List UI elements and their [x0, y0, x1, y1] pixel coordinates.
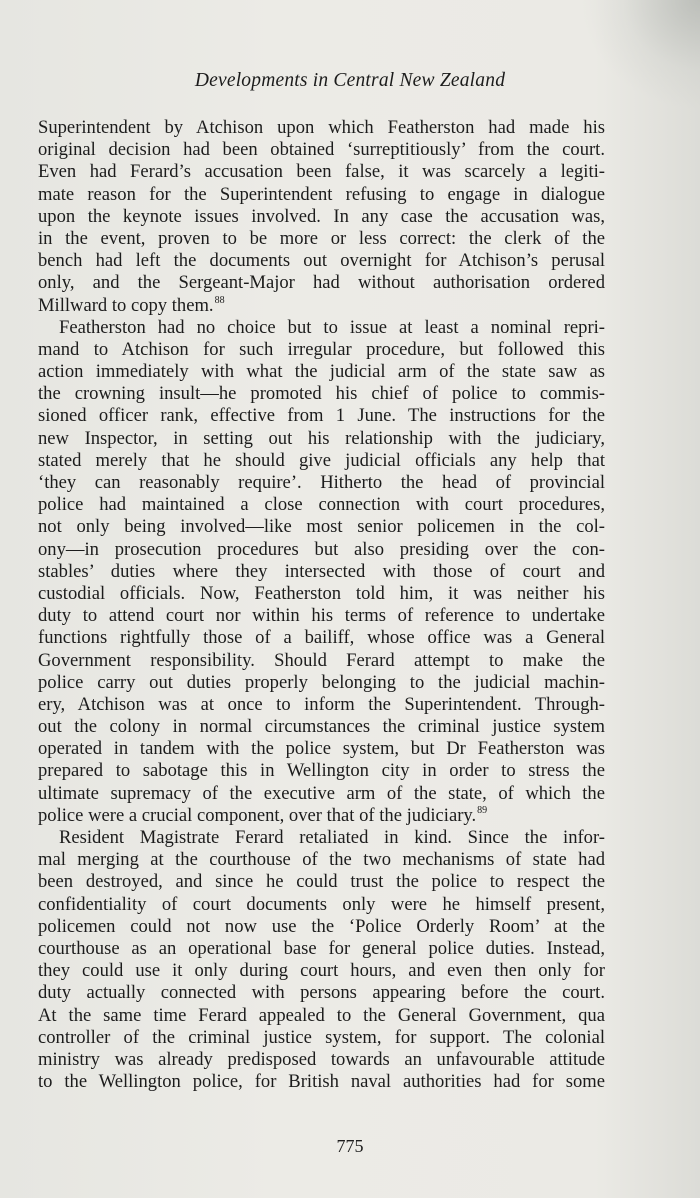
- paragraph-start-line: Resident Magistrate Ferard retaliated in kind. Since the infor-: [59, 827, 605, 848]
- text-line: been destroyed, and since he could trust the police to respect the: [38, 871, 605, 893]
- text-line: upon the keynote issues involved. In any case the accusation was,: [38, 205, 605, 227]
- text-line: duty to attend court nor within his terms of reference to undertake: [38, 605, 605, 627]
- text-line: police had maintained a close connection with court procedures,: [38, 494, 605, 516]
- text-line: they could use it only during court hours, and even then only for: [38, 960, 605, 982]
- footnote-marker-88[interactable]: 88: [214, 294, 225, 306]
- text-line: Superintendent by Atchison upon which Featherston had made his: [38, 117, 605, 138]
- running-head: Developments in Central New Zealand: [194, 70, 506, 91]
- paragraph-end-line: [38, 805, 605, 827]
- text-line: police carry out duties properly belonging to the judicial machin-: [38, 671, 605, 693]
- text-line: operated in tandem with the police system, but Dr Featherston was: [38, 738, 605, 760]
- text-line: mate reason for the Superintendent refusing to engage in dialogue: [38, 183, 605, 205]
- text-line: stated merely that he should give judicial officials any help that: [38, 449, 605, 471]
- text-line: mal merging at the courthouse of the two mechanisms of state had: [38, 849, 605, 871]
- text-line: new Inspector, in setting out his relationship with the judiciary,: [38, 427, 605, 449]
- text-line: ‘they can reasonably require’. Hitherto the head of provincial: [38, 472, 605, 493]
- text-line: ministry was already predisposed towards an unfavourable attitude: [38, 1048, 605, 1070]
- text-line: courthouse as an operational base for general police duties. Instead,: [38, 937, 605, 959]
- text-line: sioned officer rank, effective from 1 June. The instructions for the: [38, 405, 605, 427]
- text-line: ultimate supremacy of the executive arm of the state, of which the: [38, 782, 605, 804]
- text-line: in the event, proven to be more or less correct: the clerk of the: [38, 227, 605, 249]
- text-line: ery, Atchison was at once to inform the Superintendent. Through-: [38, 693, 605, 715]
- text-line: action immediately with what the judicial arm of the state saw as: [38, 361, 605, 383]
- text-line: confidentiality of court documents only were he himself present,: [38, 893, 605, 915]
- text-line: out the colony in normal circumstances the criminal justice system: [38, 716, 605, 738]
- text-line: only, and the Sergeant-Major had without authorisation ordered: [38, 272, 605, 294]
- text-line: mand to Atchison for such irregular procedure, but followed this: [38, 338, 605, 360]
- body-text: [38, 117, 605, 1093]
- page-corner-shadow: [580, 0, 700, 110]
- text-line: prepared to sabotage this in Wellington city in order to stress the: [38, 760, 605, 782]
- paragraph-end-line: [38, 295, 605, 317]
- text-line: controller of the criminal justice system, for support. The colonial: [38, 1026, 605, 1048]
- text-line: Even had Ferard’s accusation been false, it was scarcely a legiti-: [38, 161, 605, 183]
- text-line: bench had left the documents out overnight for Atchison’s perusal: [38, 250, 605, 272]
- text-line: functions rightfully those of a bailiff, whose office was a General: [38, 627, 605, 649]
- line-text: Millward to copy them.: [38, 294, 214, 316]
- footnote-marker-89[interactable]: 89: [477, 804, 488, 816]
- text-line: not only being involved—like most senior policemen in the col-: [38, 516, 605, 538]
- text-line: stables’ duties where they intersected with those of court and: [38, 560, 605, 582]
- text-line: custodial officials. Now, Featherston told him, it was neither his: [38, 582, 605, 604]
- text-line: At the same time Ferard appealed to the General Government, qua: [38, 1004, 605, 1026]
- text-line: the crowning insult—he promoted his chief of police to commis-: [38, 383, 605, 405]
- text-line: original decision had been obtained ‘surreptitiously’ from the court.: [38, 139, 605, 161]
- text-line: duty actually connected with persons appearing before the court.: [38, 982, 605, 1004]
- line-text: police were a crucial component, over that of the judiciary.: [38, 804, 477, 826]
- page-number: 775: [336, 1136, 364, 1156]
- paragraph-start-line: Featherston had no choice but to issue at least a nominal repri-: [59, 316, 605, 338]
- text-line: to the Wellington police, for British naval authorities had for some: [38, 1071, 605, 1093]
- text-line: Government responsibility. Should Ferard attempt to make the: [38, 649, 605, 671]
- text-line: policemen could not now use the ‘Police Orderly Room’ at the: [38, 915, 605, 937]
- text-line: ony—in prosecution procedures but also presiding over the con-: [38, 538, 605, 560]
